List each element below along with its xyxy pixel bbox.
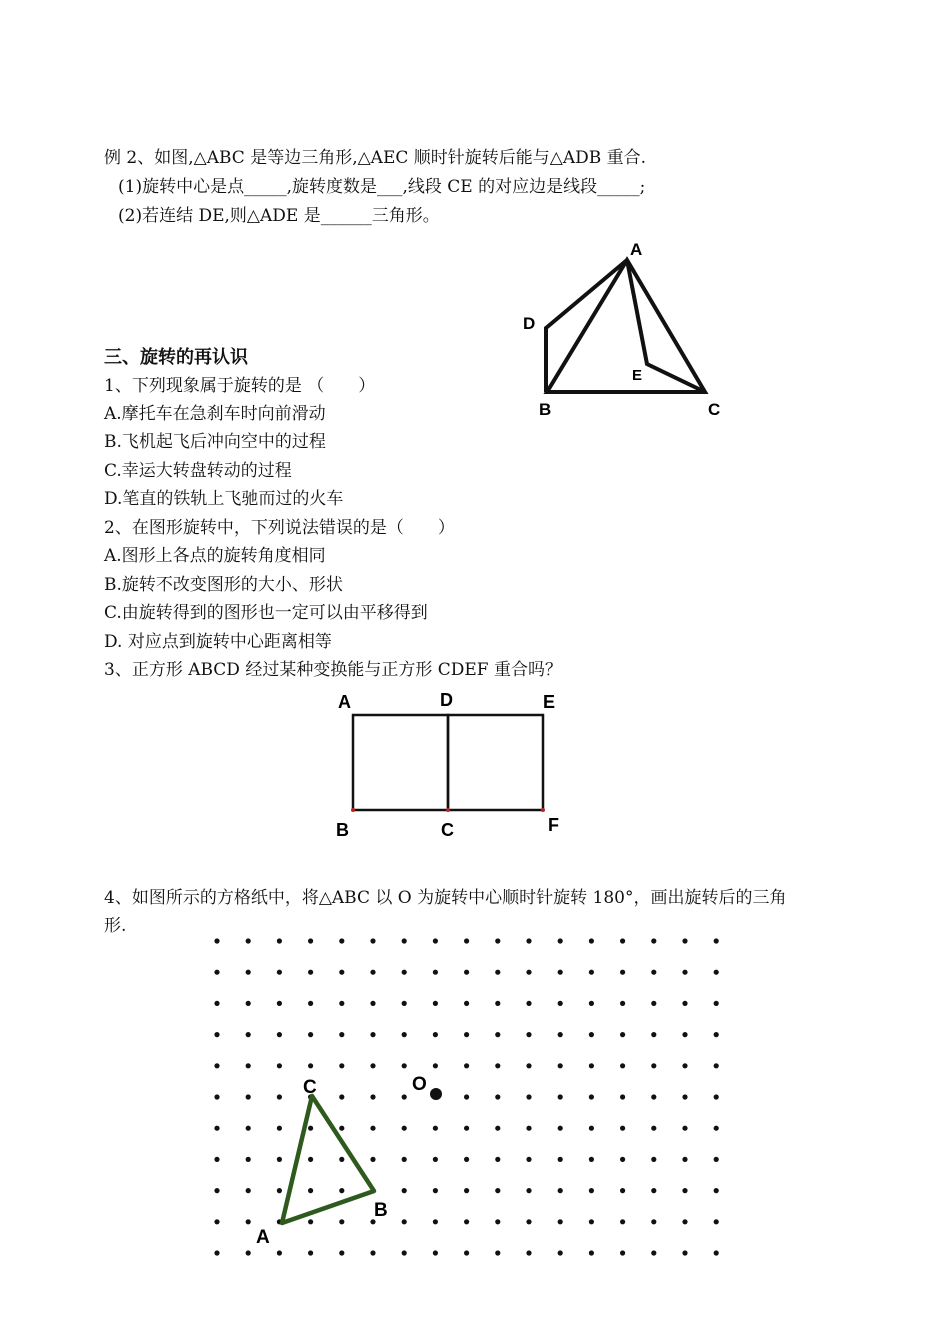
grid-dot <box>682 1032 687 1037</box>
grid-dot <box>495 1126 500 1131</box>
grid-dot <box>370 1250 375 1255</box>
figure-dot-grid <box>200 925 730 1265</box>
grid-dot <box>277 1188 282 1193</box>
rotation-center-o <box>430 1088 442 1100</box>
grid-dot <box>526 1001 531 1006</box>
grid-dot <box>464 1126 469 1131</box>
grid-dot <box>433 1032 438 1037</box>
grid-dot <box>246 1157 251 1162</box>
q2-option-b: B.旋转不改变图形的大小、形状 <box>104 575 343 595</box>
grid-dot <box>682 1094 687 1099</box>
grid-dot <box>558 1094 563 1099</box>
fig1-label-d: D <box>523 314 536 333</box>
fig2-label-b: B <box>336 820 349 840</box>
grid-dot <box>558 1219 563 1224</box>
grid-dot <box>464 1063 469 1068</box>
grid-dot <box>558 1126 563 1131</box>
fig2-label-c: C <box>441 820 454 840</box>
fig1-label-a: A <box>630 240 643 259</box>
grid-dot <box>339 1188 344 1193</box>
q4-line1: 4、如图所示的方格纸中，将△ABC 以 O 为旋转中心顺时针旋转 180°，画出旋转后的三角 <box>104 888 787 908</box>
grid-dot <box>464 938 469 943</box>
grid-dot <box>339 1094 344 1099</box>
grid-dot <box>558 1157 563 1162</box>
grid-dot <box>246 1188 251 1193</box>
grid-dot <box>277 1032 282 1037</box>
grid-dot <box>277 1250 282 1255</box>
grid-dot <box>651 938 656 943</box>
grid-dot <box>277 1001 282 1006</box>
grid-dot <box>620 1063 625 1068</box>
grid-dot <box>620 1219 625 1224</box>
grid-dot <box>246 1063 251 1068</box>
grid-dot <box>370 1094 375 1099</box>
grid-dot <box>464 1094 469 1099</box>
fig2-label-d: D <box>440 690 453 710</box>
grid-dot <box>651 1219 656 1224</box>
q2-option-d: D. 对应点到旋转中心距离相等 <box>104 632 332 652</box>
grid-dot <box>402 970 407 975</box>
grid-dot <box>433 1188 438 1193</box>
grid-dot <box>589 1157 594 1162</box>
grid-dot <box>558 1032 563 1037</box>
grid-dot <box>651 1126 656 1131</box>
grid-dot <box>433 1001 438 1006</box>
grid-dot <box>682 1157 687 1162</box>
fig2-label-f: F <box>548 815 559 835</box>
grid-dot <box>433 970 438 975</box>
grid-dot <box>682 1126 687 1131</box>
grid-dot <box>246 1094 251 1099</box>
grid-dot <box>370 1001 375 1006</box>
example2-line2: (1)旋转中心是点_____,旋转度数是___,线段 CE 的对应边是线段_____; <box>118 177 646 197</box>
grid-dot <box>402 1001 407 1006</box>
q2-option-a: A.图形上各点的旋转角度相同 <box>104 546 326 566</box>
grid-dot <box>402 1094 407 1099</box>
grid-dot <box>651 1032 656 1037</box>
grid-dot <box>308 1157 313 1162</box>
grid-dot <box>402 1032 407 1037</box>
grid-dot <box>308 1063 313 1068</box>
grid-dot <box>526 1126 531 1131</box>
grid-dot <box>682 1063 687 1068</box>
grid-dot <box>246 1219 251 1224</box>
grid-dot <box>495 1219 500 1224</box>
grid-dot <box>246 1001 251 1006</box>
q1-option-a: A.摩托车在急刹车时向前滑动 <box>104 404 326 424</box>
grid-dot <box>526 1157 531 1162</box>
grid-dot <box>308 1126 313 1131</box>
fig3-label-a: A <box>256 1227 270 1248</box>
grid-dot <box>495 1001 500 1006</box>
grid-dot <box>402 1250 407 1255</box>
grid-dot <box>214 1250 219 1255</box>
triangle-abc <box>547 260 705 392</box>
fig1-label-e: E <box>632 367 643 384</box>
q3-stem: 3、正方形 ABCD 经过某种变换能与正方形 CDEF 重合吗？ <box>104 660 562 680</box>
grid-dot <box>214 1094 219 1099</box>
q4-line2: 形. <box>104 916 127 936</box>
grid-dot <box>526 1094 531 1099</box>
grid-dot <box>558 970 563 975</box>
grid-dot <box>464 1188 469 1193</box>
grid-dot <box>370 1157 375 1162</box>
grid-dot <box>620 1001 625 1006</box>
grid-dot <box>495 938 500 943</box>
grid-dot <box>464 1157 469 1162</box>
grid-dot <box>433 1126 438 1131</box>
grid-dot <box>714 1157 719 1162</box>
grid-dot <box>495 1032 500 1037</box>
grid-dot <box>651 1188 656 1193</box>
fig3-label-b: B <box>374 1200 388 1221</box>
grid-dot <box>495 1094 500 1099</box>
grid-dot <box>277 1063 282 1068</box>
grid-dot <box>246 1126 251 1131</box>
grid-dot <box>651 970 656 975</box>
grid-dot <box>402 1188 407 1193</box>
grid-dot <box>682 970 687 975</box>
grid-dot <box>682 1219 687 1224</box>
grid-dot <box>339 938 344 943</box>
grid-dot <box>589 1032 594 1037</box>
grid-dot <box>714 1250 719 1255</box>
grid-dot <box>589 1001 594 1006</box>
grid-dot <box>620 1157 625 1162</box>
grid-dot <box>464 1250 469 1255</box>
grid-dot <box>402 1126 407 1131</box>
grid-dot <box>370 970 375 975</box>
grid-dot <box>495 1157 500 1162</box>
grid-dot <box>620 1250 625 1255</box>
grid-dot <box>526 1063 531 1068</box>
grid-dot <box>558 1250 563 1255</box>
q1-stem: 1、下列现象属于旋转的是 （ ） <box>104 376 376 396</box>
grid-dot <box>495 1063 500 1068</box>
fig1-label-b: B <box>539 400 552 419</box>
grid-dot <box>339 970 344 975</box>
grid-dot <box>526 1188 531 1193</box>
grid-dot <box>589 1250 594 1255</box>
grid-dot <box>308 938 313 943</box>
grid-dot <box>370 1126 375 1131</box>
grid-dot <box>589 1063 594 1068</box>
grid-dot <box>433 1250 438 1255</box>
grid-dot <box>214 1032 219 1037</box>
grid-dot <box>620 1126 625 1131</box>
grid-dot <box>620 970 625 975</box>
grid-dot <box>651 1250 656 1255</box>
q1-option-d: D.笔直的铁轨上飞驰而过的火车 <box>104 489 344 509</box>
grid-dot <box>464 970 469 975</box>
grid-dot <box>214 1001 219 1006</box>
grid-dot <box>402 938 407 943</box>
fig1-label-c: C <box>708 400 721 419</box>
grid-dot <box>526 1219 531 1224</box>
grid-dot <box>620 1094 625 1099</box>
fig2-label-a: A <box>338 692 351 712</box>
grid-dot <box>277 1157 282 1162</box>
grid-dot <box>526 938 531 943</box>
grid-dot <box>682 1250 687 1255</box>
grid-dot <box>714 1094 719 1099</box>
grid-dot <box>277 1094 282 1099</box>
grid-dot <box>370 938 375 943</box>
grid-dot <box>682 938 687 943</box>
grid-dot <box>526 1032 531 1037</box>
grid-dot <box>526 1250 531 1255</box>
grid-dot <box>277 938 282 943</box>
grid-dot <box>308 1219 313 1224</box>
grid-dot <box>339 1250 344 1255</box>
grid-dot <box>651 1063 656 1068</box>
grid-dot <box>651 1001 656 1006</box>
grid-dot <box>339 1032 344 1037</box>
grid-dot <box>402 1219 407 1224</box>
grid-dot <box>495 1188 500 1193</box>
grid-dot <box>495 1250 500 1255</box>
grid-dot <box>308 1250 313 1255</box>
grid-dot <box>339 1157 344 1162</box>
grid-dot <box>558 1063 563 1068</box>
grid-dot <box>339 1126 344 1131</box>
q2-stem: 2、在图形旋转中，下列说法错误的是（ ） <box>104 518 455 538</box>
grid-dot <box>714 1063 719 1068</box>
q1-option-c: C.幸运大转盘转动的过程 <box>104 461 292 481</box>
grid-dot <box>464 1219 469 1224</box>
square-abcd <box>353 715 448 810</box>
grid-dot <box>714 938 719 943</box>
grid-dot <box>214 1188 219 1193</box>
grid-dots <box>214 938 718 1255</box>
grid-dot <box>246 1250 251 1255</box>
grid-dot <box>714 1126 719 1131</box>
grid-dot <box>558 1188 563 1193</box>
q2-option-c: C.由旋转得到的图形也一定可以由平移得到 <box>104 603 428 623</box>
grid-dot <box>620 938 625 943</box>
grid-dot <box>214 970 219 975</box>
grid-dot <box>339 1001 344 1006</box>
grid-dot <box>214 1063 219 1068</box>
grid-dot <box>714 970 719 975</box>
grid-dot <box>526 970 531 975</box>
grid-dot <box>402 1063 407 1068</box>
grid-dot <box>246 1032 251 1037</box>
grid-dot <box>620 1188 625 1193</box>
grid-dot <box>495 970 500 975</box>
grid-dot <box>370 1063 375 1068</box>
grid-dot <box>277 1126 282 1131</box>
grid-dot <box>308 1032 313 1037</box>
example2-line1: 例 2、如图,△ABC 是等边三角形,△AEC 顺时针旋转后能与△ADB 重合. <box>104 148 647 168</box>
grid-dot <box>402 1157 407 1162</box>
figure-two-squares <box>330 686 570 846</box>
grid-dot <box>308 970 313 975</box>
grid-dot <box>433 1063 438 1068</box>
grid-dot <box>589 1188 594 1193</box>
section3-heading: 三、旋转的再认识 <box>104 347 248 368</box>
q1-option-b: B.飞机起飞后冲向空中的过程 <box>104 432 326 452</box>
grid-dot <box>620 1032 625 1037</box>
grid-dot <box>370 1032 375 1037</box>
grid-dot <box>214 938 219 943</box>
grid-dot <box>558 1001 563 1006</box>
grid-dot <box>651 1094 656 1099</box>
grid-dot <box>651 1157 656 1162</box>
figure-rotation-triangle <box>515 232 740 424</box>
grid-dot <box>308 1001 313 1006</box>
grid-dot <box>433 1219 438 1224</box>
grid-dot <box>682 1001 687 1006</box>
grid-dot <box>277 970 282 975</box>
grid-dot <box>589 1219 594 1224</box>
grid-dot <box>714 1001 719 1006</box>
grid-dot <box>558 938 563 943</box>
fig3-label-o: O <box>412 1074 427 1095</box>
grid-dot <box>214 1157 219 1162</box>
grid-dot <box>714 1032 719 1037</box>
grid-dot <box>433 938 438 943</box>
grid-dot <box>246 970 251 975</box>
grid-dot <box>433 1157 438 1162</box>
fig3-label-c: C <box>303 1077 317 1098</box>
fig2-label-e: E <box>543 692 556 712</box>
grid-dot <box>339 1219 344 1224</box>
grid-dot <box>308 1188 313 1193</box>
grid-dot <box>589 1126 594 1131</box>
grid-dot <box>339 1063 344 1068</box>
grid-dot <box>246 938 251 943</box>
grid-dot <box>214 1219 219 1224</box>
grid-dot <box>589 1094 594 1099</box>
grid-dot <box>714 1188 719 1193</box>
square-cdef <box>448 715 543 810</box>
grid-dot <box>464 1032 469 1037</box>
triangle-abc-grid <box>282 1096 374 1223</box>
grid-dot <box>589 938 594 943</box>
grid-dot <box>682 1188 687 1193</box>
grid-dot <box>214 1126 219 1131</box>
grid-dot <box>714 1219 719 1224</box>
grid-dot <box>589 970 594 975</box>
grid-dot <box>464 1001 469 1006</box>
example2-line3: (2)若连结 DE,则△ADE 是______三角形。 <box>118 206 440 226</box>
